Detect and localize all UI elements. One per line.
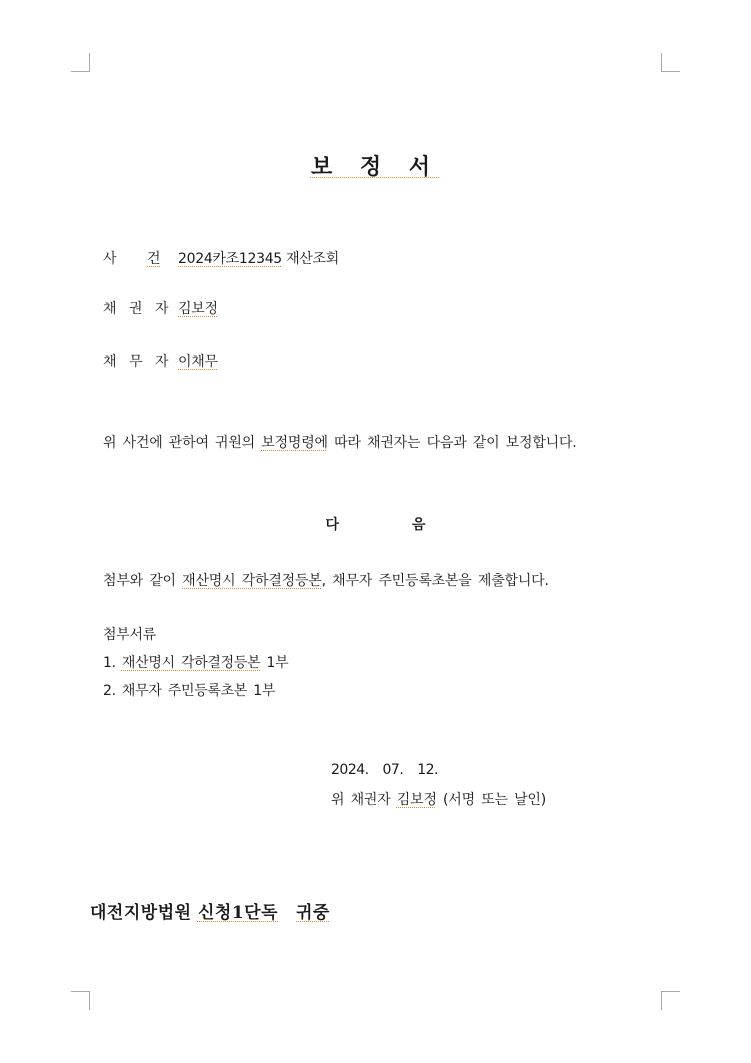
crop-mark-top-right [661, 53, 680, 72]
document-title-text: 보 정 서 [310, 155, 441, 180]
submission-text-part1: 첨부와 같이 [103, 573, 183, 589]
submission-paragraph [103, 570, 549, 590]
document-date: 2024. 07. 12. [331, 762, 439, 778]
attachment-item-number: 1. [103, 655, 122, 671]
body-paragraph [103, 432, 577, 452]
attachment-item-count: 1부 [247, 683, 276, 699]
crop-mark-bottom-left [71, 991, 90, 1010]
case-label-first: 사 [103, 251, 117, 267]
court-honorific: 귀중 [296, 903, 330, 923]
case-label-second: 건 [147, 251, 161, 267]
body-text-part3: 따라 채권자는 다음과 같이 보정합니다. [327, 435, 577, 451]
case-label [103, 248, 178, 268]
submission-text-part3: , 채무자 주민등록초본을 제출합니다. [321, 573, 549, 589]
case-name: 재산조회 [286, 251, 339, 267]
signer-prefix: 위 채권자 [331, 792, 397, 808]
case-field [103, 248, 339, 268]
body-text-part2: 보정명령에 [261, 435, 328, 451]
creditor-field [103, 298, 218, 318]
signer-suffix: (서명 또는 날인) [436, 792, 546, 808]
court-name: 대전지방법원 [90, 903, 192, 923]
signer-line [331, 789, 546, 809]
body-text-part1: 위 사건에 관하여 귀원의 [103, 435, 262, 451]
attachment-item-count: 1부 [260, 655, 289, 671]
debtor-name: 이채무 [178, 354, 218, 370]
creditor-name: 김보정 [178, 301, 218, 317]
case-number: 2024카조12345 [178, 251, 282, 267]
attachment-item-name: 재산명시 각하결정등본 [121, 655, 261, 671]
court-addressee [90, 898, 330, 923]
crop-mark-top-left [71, 53, 90, 72]
debtor-label: 채 무 자 [103, 354, 173, 370]
document-title [0, 150, 751, 181]
attachment-item [103, 680, 275, 700]
crop-mark-bottom-right [661, 991, 680, 1010]
court-division: 신청1단독 [197, 903, 278, 923]
attachments-heading: 첨부서류 [103, 627, 156, 643]
attachment-item-number: 2. [103, 683, 122, 699]
submission-text-part2: 재산명시 각하결정등본 [182, 573, 322, 589]
attachment-item [103, 652, 288, 672]
debtor-field [103, 351, 218, 371]
signer-name: 김보정 [396, 792, 437, 808]
creditor-label: 채 권 자 [103, 301, 173, 317]
attachment-item-name: 채무자 주민등록초본 [121, 683, 248, 699]
heading-next: 다 음 [325, 517, 460, 533]
